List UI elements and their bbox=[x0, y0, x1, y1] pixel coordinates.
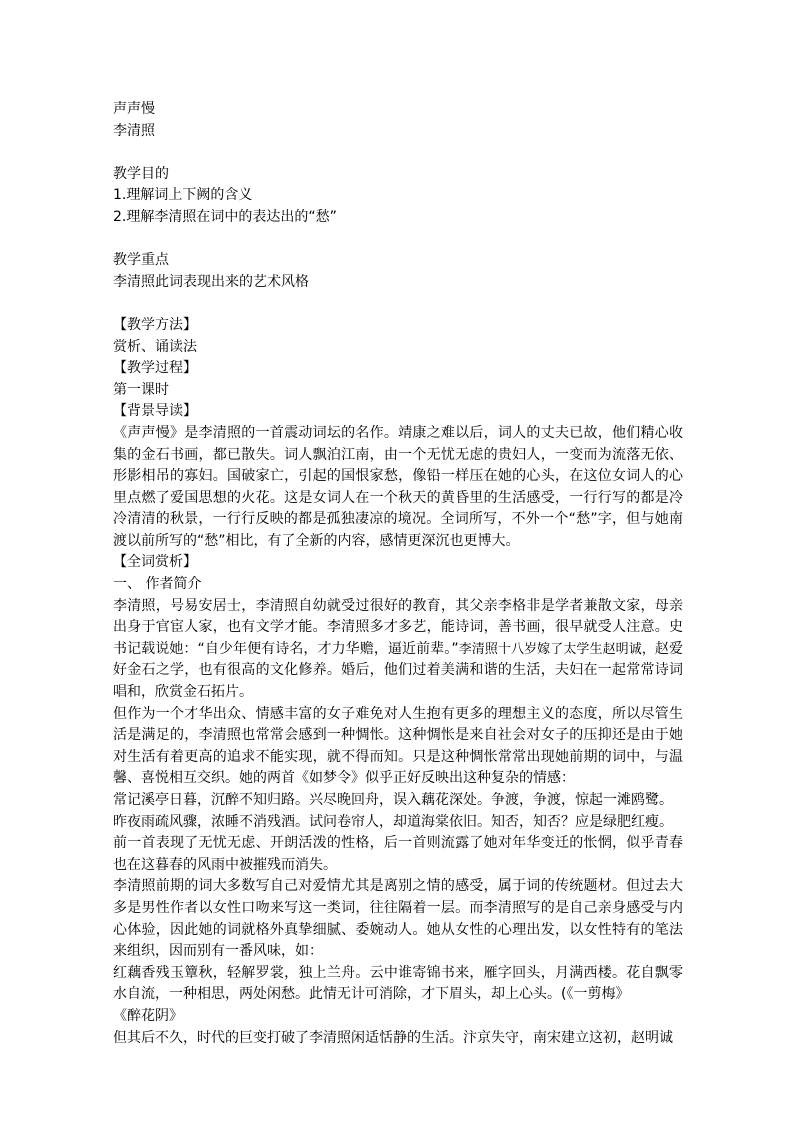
objective-item: 1.理解词上下阙的含义 bbox=[113, 187, 253, 204]
lesson-label: 第一课时 bbox=[113, 381, 169, 398]
spacer bbox=[113, 229, 683, 251]
bio-text-continued: 赵爱好金石之学，也有很高的文化修养。婚后，他们过着美满和谐的生活，夫妇在一起常常诗词唱和，欣赏金石拓片。 bbox=[113, 640, 683, 701]
spacer bbox=[113, 142, 683, 164]
background-text: 《声声慢》是李清照的一首震动词坛的名作。靖康之难以后，词人的丈夫已故，他们精心收集的金石书画，都已散失。词人飘泊江南，由一个无忧无虑的贵妇人，一变而为流落无依、形影相吊的寡妇。国破家亡，引起的国恨家愁，像铅一样压在她的心头，在这位女词人的心里点燃了爱国思想的火花。这是女词人在一个秋天的黄昏里的生活感受，一行行写的都是冷冷清清的秋景，一行行反映的都是孤独凄凉的境况。全词所写，不外一个“愁”字，但与她南渡以前所写的“愁”相比，有了全新的内容，感情更深沉也更博大。 bbox=[113, 424, 683, 549]
spacer bbox=[113, 293, 683, 315]
poem-line: 红藕香残玉簟秋，轻解罗裳，独上兰舟。云中谁寄锦书来，雁字回头，月满西楼。花自飘零水自流，一种相思，两处闲愁。此情无计可消除，才下眉头，却上心头。(《一剪梅》 bbox=[113, 964, 683, 1003]
paragraph: 但其后不久，时代的巨变打破了李清照闲适恬静的生活。汴京失守，南宋建立这初，赵明诚 bbox=[113, 1029, 673, 1046]
bio-marriage-text: 李清照十八岁嫁了太学生赵明诚， bbox=[458, 641, 655, 657]
focus-text: 李清照此词表现出来的艺术风格 bbox=[113, 273, 309, 290]
objective-item: 2.理解李清照在词中的表达出的“愁” bbox=[113, 208, 337, 225]
poem-title-ref: 《醉花阴》 bbox=[113, 1007, 183, 1024]
bio-text: 李清照，号易安居士，李清照自幼就受过很好的教育，其父亲李格非是学者兼散文家，母亲出身于官宦人家，也有文学才能。李清照多才多艺，能诗词，善书画，很早就受人注意。史书记载说她：“自少年便有诗名，才力华赡，逼近前辈。” bbox=[113, 597, 683, 657]
background-heading: 【背景导读】 bbox=[113, 403, 197, 420]
poem-line: 常记溪亭日暮，沉醉不知归路。兴尽晚回舟，误入藕花深处。争渡，争渡，惊起一滩鸥鹭。 bbox=[113, 792, 673, 808]
objectives-heading: 教学目的 bbox=[113, 165, 169, 182]
paragraph: 前一首表现了无忧无虑、开朗活泼的性格，后一首则流露了她对年华变迁的怅惘，似乎青春也在这暮春的风雨中被摧残而消失。 bbox=[113, 835, 683, 873]
appreciation-heading: 【全词赏析】 bbox=[113, 554, 197, 571]
paragraph: 但作为一个才华出众、情感丰富的女子难免对人生抱有更多的理想主义的态度，所以尽管生活是满足的，李清照也常常会感到一种惆怅。这种惆怅是来自社会对女子的压抑还是由于她对生活有着更高的追求不能实现，就不得而知。只是这种惆怅常常出现她前期的词中，与温馨、喜悦相互交织。她的两首《如梦令》似乎正好反映出这种复杂的情感： bbox=[113, 705, 683, 787]
focus-heading: 教学重点 bbox=[113, 252, 169, 269]
document-body bbox=[113, 99, 683, 1049]
poem-line: 昨夜雨疏风骤，浓睡不消残酒。试问卷帘人，却道海棠依旧。知否，知否？应是绿肥红瘦。 bbox=[113, 813, 673, 830]
method-text: 赏析、诵读法 bbox=[113, 338, 197, 355]
author-name: 李清照 bbox=[113, 122, 155, 139]
section-heading: 一、 作者简介 bbox=[113, 576, 202, 593]
author-bio-paragraph bbox=[113, 596, 683, 704]
process-heading: 【教学过程】 bbox=[113, 360, 197, 377]
poem-title: 声声慢 bbox=[113, 101, 155, 117]
paragraph: 李清照前期的词大多数写自己对爱情尤其是离别之情的感受，属于词的传统题材。但过去大多是男性作者以女性口吻来写这一类词，往往隔着一层。而李清照写的是自己亲身感受与内心体验，因此她的词就格外真挚细腻、委婉动人。她从女性的心理出发，以女性特有的笔法来组织，因而别有一番风味，如： bbox=[113, 878, 683, 960]
method-heading: 【教学方法】 bbox=[113, 316, 197, 333]
